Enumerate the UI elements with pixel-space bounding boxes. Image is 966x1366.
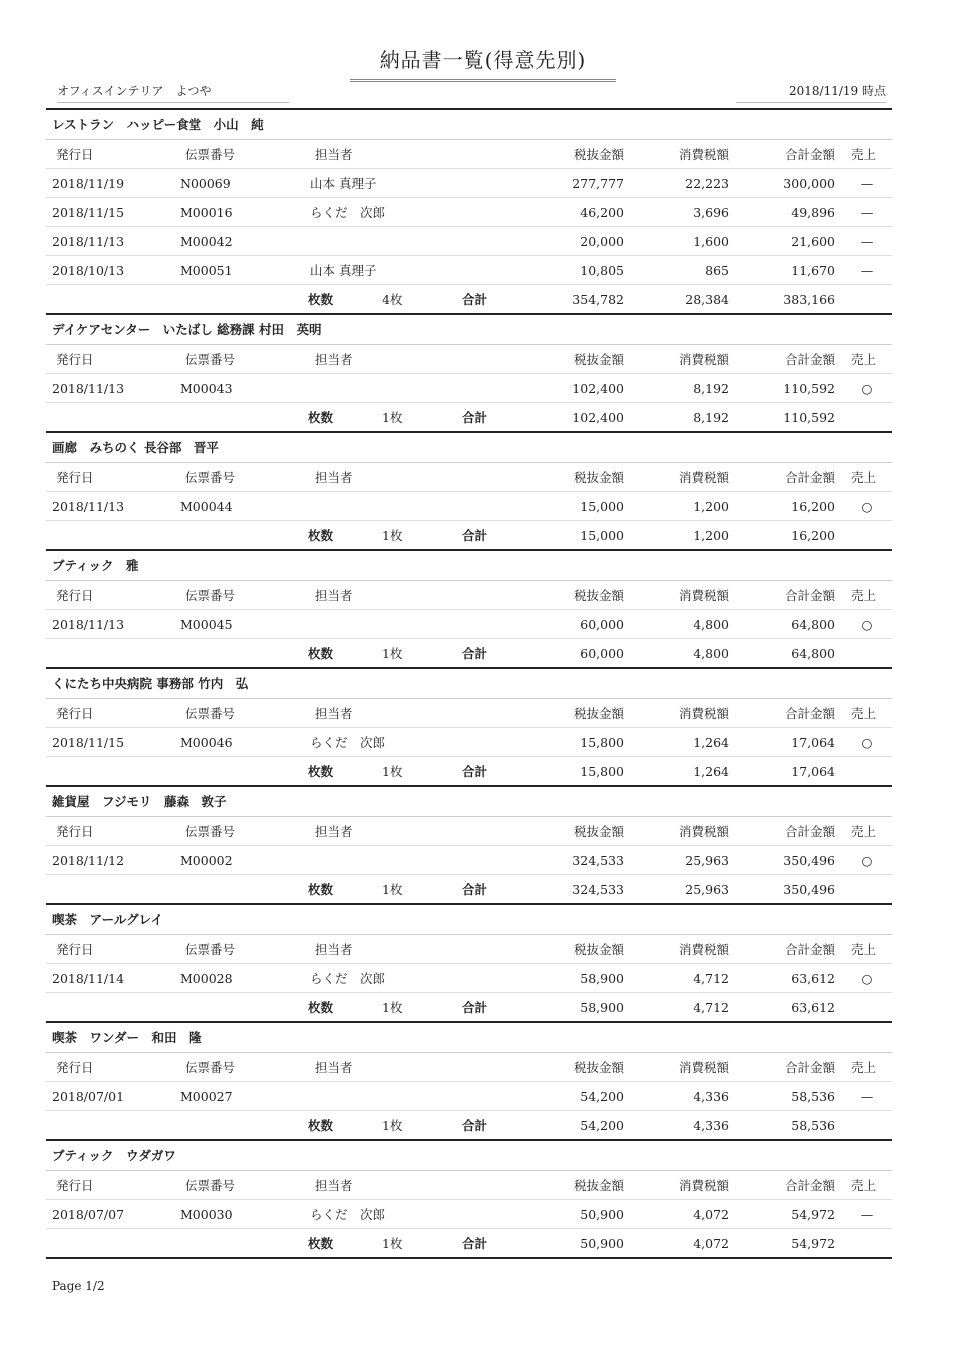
cell-tax: 1,264 xyxy=(693,735,729,750)
sum-subtotal: 324,533 xyxy=(572,882,624,897)
cell-sales: ○ xyxy=(861,853,873,868)
cell-total: 350,496 xyxy=(783,853,835,868)
cell-tax: 1,200 xyxy=(693,499,729,514)
table-row xyxy=(46,227,892,256)
column-header-staff: 担当者 xyxy=(315,147,353,162)
table-row xyxy=(46,256,892,285)
customer-name: 画廊 みちのく 長谷部 晋平 xyxy=(46,433,892,463)
count-label: 枚数 xyxy=(308,1118,334,1133)
title-area xyxy=(0,44,966,82)
cell-sales: — xyxy=(860,234,874,249)
column-header-staff: 担当者 xyxy=(315,352,353,367)
column-header-subtotal: 税抜金額 xyxy=(573,352,624,367)
total-label: 合計 xyxy=(462,764,488,779)
table-row xyxy=(46,492,892,521)
sum-tax: 1,200 xyxy=(693,528,729,543)
cell-staff: 山本 真理子 xyxy=(310,263,377,278)
sum-subtotal: 58,900 xyxy=(580,1000,624,1015)
cell-date: 2018/10/13 xyxy=(52,263,125,278)
cell-subtotal: 60,000 xyxy=(580,617,624,632)
table-row xyxy=(46,198,892,227)
column-header-sales: 売上 xyxy=(851,1178,877,1193)
cell-subtotal: 324,533 xyxy=(572,853,624,868)
cell-subtotal: 50,900 xyxy=(580,1207,624,1222)
customer-group xyxy=(46,110,892,315)
column-header-subtotal: 税抜金額 xyxy=(573,942,624,957)
customer-name: 喫茶 ワンダー 和田 隆 xyxy=(46,1023,892,1053)
cell-tax: 3,696 xyxy=(693,205,729,220)
cell-date: 2018/11/15 xyxy=(52,205,125,220)
column-header-slip: 伝票番号 xyxy=(185,352,236,367)
column-header-subtotal: 税抜金額 xyxy=(573,824,624,839)
column-header-total: 合計金額 xyxy=(784,147,835,162)
cell-tax: 4,712 xyxy=(693,971,729,986)
sum-tax: 4,712 xyxy=(693,1000,729,1015)
customer-group xyxy=(46,1141,892,1259)
cell-slip: M00051 xyxy=(180,263,233,278)
customer-name: デイケアセンター いたばし 総務課 村田 英明 xyxy=(46,315,892,345)
column-header-staff: 担当者 xyxy=(315,1178,353,1193)
cell-slip: M00028 xyxy=(180,971,233,986)
count-value: 1枚 xyxy=(382,1000,403,1015)
column-header-date: 発行日 xyxy=(56,352,94,367)
count-label: 枚数 xyxy=(308,292,334,307)
cell-total: 16,200 xyxy=(791,499,835,514)
column-header-tax: 消費税額 xyxy=(678,1060,729,1075)
total-label: 合計 xyxy=(462,1118,488,1133)
sum-tax: 4,336 xyxy=(693,1118,729,1133)
count-value: 1枚 xyxy=(382,410,403,425)
cell-staff: らくだ 次郎 xyxy=(310,205,386,220)
column-header-total: 合計金額 xyxy=(784,1178,835,1193)
column-header-subtotal: 税抜金額 xyxy=(573,147,624,162)
cell-total: 63,612 xyxy=(791,971,835,986)
sum-tax: 4,800 xyxy=(693,646,729,661)
column-header-tax: 消費税額 xyxy=(678,942,729,957)
column-header-staff: 担当者 xyxy=(315,942,353,957)
cell-tax: 25,963 xyxy=(685,853,729,868)
column-header-row xyxy=(46,699,892,728)
total-label: 合計 xyxy=(462,1000,488,1015)
sum-subtotal: 50,900 xyxy=(580,1236,624,1251)
count-label: 枚数 xyxy=(308,764,334,779)
column-header-tax: 消費税額 xyxy=(678,470,729,485)
count-label: 枚数 xyxy=(308,410,334,425)
cell-subtotal: 15,800 xyxy=(580,735,624,750)
customer-name: ブティック ウダガワ xyxy=(46,1141,892,1171)
table-row xyxy=(46,610,892,639)
cell-slip: M00045 xyxy=(180,617,233,632)
total-label: 合計 xyxy=(462,410,488,425)
column-header-sales: 売上 xyxy=(851,147,877,162)
cell-tax: 4,072 xyxy=(693,1207,729,1222)
sum-total: 110,592 xyxy=(783,410,835,425)
column-header-row xyxy=(46,1053,892,1082)
cell-sales: ○ xyxy=(861,381,873,396)
column-header-slip: 伝票番号 xyxy=(185,1178,236,1193)
count-value: 4枚 xyxy=(382,292,403,307)
count-value: 1枚 xyxy=(382,646,403,661)
cell-date: 2018/11/12 xyxy=(52,853,125,868)
count-value: 1枚 xyxy=(382,1118,403,1133)
cell-tax: 1,600 xyxy=(693,234,729,249)
cell-date: 2018/11/15 xyxy=(52,735,125,750)
sum-subtotal: 354,782 xyxy=(572,292,624,307)
column-header-row xyxy=(46,463,892,492)
count-label: 枚数 xyxy=(308,882,334,897)
column-header-date: 発行日 xyxy=(56,1178,94,1193)
column-header-tax: 消費税額 xyxy=(678,147,729,162)
column-header-date: 発行日 xyxy=(56,147,94,162)
delivery-list xyxy=(46,108,892,1259)
cell-staff: 山本 真理子 xyxy=(310,176,377,191)
cell-total: 11,670 xyxy=(791,263,835,278)
column-header-date: 発行日 xyxy=(56,1060,94,1075)
column-header-total: 合計金額 xyxy=(784,588,835,603)
column-header-total: 合計金額 xyxy=(784,706,835,721)
column-header-tax: 消費税額 xyxy=(678,352,729,367)
sum-tax: 25,963 xyxy=(685,882,729,897)
table-row xyxy=(46,964,892,993)
column-header-row xyxy=(46,140,892,169)
cell-subtotal: 277,777 xyxy=(572,176,624,191)
column-header-slip: 伝票番号 xyxy=(185,147,236,162)
column-header-subtotal: 税抜金額 xyxy=(573,706,624,721)
cell-total: 49,896 xyxy=(791,205,835,220)
column-header-row xyxy=(46,935,892,964)
summary-row xyxy=(46,285,892,313)
cell-subtotal: 15,000 xyxy=(580,499,624,514)
summary-row xyxy=(46,521,892,549)
sum-subtotal: 102,400 xyxy=(572,410,624,425)
column-header-sales: 売上 xyxy=(851,470,877,485)
company-name: オフィスインテリア よつや xyxy=(57,82,289,103)
column-header-slip: 伝票番号 xyxy=(185,588,236,603)
cell-slip: M00016 xyxy=(180,205,233,220)
table-row xyxy=(46,374,892,403)
column-header-subtotal: 税抜金額 xyxy=(573,1060,624,1075)
cell-date: 2018/11/13 xyxy=(52,234,125,249)
page-title: 納品書一覧(得意先別) xyxy=(350,44,617,82)
customer-name: くにたち中央病院 事務部 竹内 弘 xyxy=(46,669,892,699)
cell-total: 300,000 xyxy=(783,176,835,191)
customer-group xyxy=(46,315,892,433)
sum-subtotal: 15,800 xyxy=(580,764,624,779)
column-header-total: 合計金額 xyxy=(784,824,835,839)
customer-name: 喫茶 アールグレイ xyxy=(46,905,892,935)
sum-tax: 4,072 xyxy=(693,1236,729,1251)
column-header-staff: 担当者 xyxy=(315,588,353,603)
column-header-sales: 売上 xyxy=(851,352,877,367)
column-header-sales: 売上 xyxy=(851,1060,877,1075)
sum-total: 16,200 xyxy=(791,528,835,543)
cell-total: 58,536 xyxy=(791,1089,835,1104)
count-label: 枚数 xyxy=(308,528,334,543)
column-header-total: 合計金額 xyxy=(784,352,835,367)
column-header-tax: 消費税額 xyxy=(678,824,729,839)
customer-group xyxy=(46,669,892,787)
total-label: 合計 xyxy=(462,882,488,897)
cell-subtotal: 58,900 xyxy=(580,971,624,986)
cell-slip: M00043 xyxy=(180,381,233,396)
cell-tax: 22,223 xyxy=(685,176,729,191)
cell-total: 64,800 xyxy=(791,617,835,632)
cell-slip: M00002 xyxy=(180,853,233,868)
cell-subtotal: 102,400 xyxy=(572,381,624,396)
cell-sales: ○ xyxy=(861,971,873,986)
cell-sales: — xyxy=(860,205,874,220)
cell-sales: ○ xyxy=(861,617,873,632)
column-header-date: 発行日 xyxy=(56,470,94,485)
sum-subtotal: 15,000 xyxy=(580,528,624,543)
customer-group xyxy=(46,1023,892,1141)
cell-date: 2018/07/07 xyxy=(52,1207,125,1222)
column-header-date: 発行日 xyxy=(56,588,94,603)
count-label: 枚数 xyxy=(308,1000,334,1015)
column-header-slip: 伝票番号 xyxy=(185,1060,236,1075)
count-value: 1枚 xyxy=(382,528,403,543)
cell-sales: — xyxy=(860,1207,874,1222)
cell-total: 17,064 xyxy=(791,735,835,750)
column-header-row xyxy=(46,581,892,610)
page-number: Page 1/2 xyxy=(52,1279,105,1293)
summary-row xyxy=(46,757,892,785)
cell-slip: N00069 xyxy=(180,176,231,191)
sum-tax: 28,384 xyxy=(685,292,729,307)
column-header-subtotal: 税抜金額 xyxy=(573,588,624,603)
column-header-subtotal: 税抜金額 xyxy=(573,1178,624,1193)
cell-subtotal: 10,805 xyxy=(580,263,624,278)
total-label: 合計 xyxy=(462,1236,488,1251)
cell-total: 54,972 xyxy=(791,1207,835,1222)
customer-name: ブティック 雅 xyxy=(46,551,892,581)
count-value: 1枚 xyxy=(382,1236,403,1251)
sum-total: 58,536 xyxy=(791,1118,835,1133)
summary-row xyxy=(46,993,892,1021)
cell-date: 2018/11/19 xyxy=(52,176,125,191)
cell-total: 21,600 xyxy=(791,234,835,249)
summary-row xyxy=(46,875,892,903)
cell-date: 2018/11/14 xyxy=(52,971,125,986)
total-label: 合計 xyxy=(462,292,488,307)
summary-row xyxy=(46,403,892,431)
column-header-row xyxy=(46,1171,892,1200)
sum-total: 64,800 xyxy=(791,646,835,661)
sum-tax: 8,192 xyxy=(693,410,729,425)
as-of-date: 2018/11/19 時点 xyxy=(736,82,886,103)
column-header-date: 発行日 xyxy=(56,824,94,839)
cell-slip: M00027 xyxy=(180,1089,233,1104)
cell-tax: 4,336 xyxy=(693,1089,729,1104)
cell-sales: — xyxy=(860,176,874,191)
column-header-sales: 売上 xyxy=(851,824,877,839)
cell-tax: 4,800 xyxy=(693,617,729,632)
column-header-tax: 消費税額 xyxy=(678,588,729,603)
column-header-tax: 消費税額 xyxy=(678,706,729,721)
cell-total: 110,592 xyxy=(783,381,835,396)
cell-staff: らくだ 次郎 xyxy=(310,1207,386,1222)
column-header-subtotal: 税抜金額 xyxy=(573,470,624,485)
table-row xyxy=(46,728,892,757)
sum-total: 63,612 xyxy=(791,1000,835,1015)
column-header-row xyxy=(46,345,892,374)
column-header-row xyxy=(46,817,892,846)
customer-group xyxy=(46,905,892,1023)
cell-sales: — xyxy=(860,263,874,278)
cell-subtotal: 46,200 xyxy=(580,205,624,220)
cell-subtotal: 54,200 xyxy=(580,1089,624,1104)
column-header-sales: 売上 xyxy=(851,588,877,603)
count-label: 枚数 xyxy=(308,1236,334,1251)
total-label: 合計 xyxy=(462,646,488,661)
cell-sales: ○ xyxy=(861,499,873,514)
cell-sales: — xyxy=(860,1089,874,1104)
table-row xyxy=(46,846,892,875)
table-row xyxy=(46,169,892,198)
total-label: 合計 xyxy=(462,528,488,543)
customer-group xyxy=(46,551,892,669)
column-header-date: 発行日 xyxy=(56,942,94,957)
cell-slip: M00046 xyxy=(180,735,233,750)
column-header-sales: 売上 xyxy=(851,706,877,721)
cell-staff: らくだ 次郎 xyxy=(310,735,386,750)
customer-name: レストラン ハッピー食堂 小山 純 xyxy=(46,110,892,140)
sum-subtotal: 60,000 xyxy=(580,646,624,661)
table-row xyxy=(46,1200,892,1229)
cell-tax: 8,192 xyxy=(693,381,729,396)
sum-tax: 1,264 xyxy=(693,764,729,779)
customer-name: 雑貨屋 フジモリ 藤森 敦子 xyxy=(46,787,892,817)
customer-group xyxy=(46,787,892,905)
cell-slip: M00044 xyxy=(180,499,233,514)
column-header-total: 合計金額 xyxy=(784,1060,835,1075)
column-header-staff: 担当者 xyxy=(315,470,353,485)
count-label: 枚数 xyxy=(308,646,334,661)
sum-total: 383,166 xyxy=(783,292,835,307)
summary-row xyxy=(46,639,892,667)
column-header-total: 合計金額 xyxy=(784,470,835,485)
summary-row xyxy=(46,1111,892,1139)
sum-total: 350,496 xyxy=(783,882,835,897)
column-header-staff: 担当者 xyxy=(315,824,353,839)
sum-total: 17,064 xyxy=(791,764,835,779)
cell-subtotal: 20,000 xyxy=(580,234,624,249)
count-value: 1枚 xyxy=(382,764,403,779)
column-header-slip: 伝票番号 xyxy=(185,942,236,957)
column-header-staff: 担当者 xyxy=(315,1060,353,1075)
column-header-tax: 消費税額 xyxy=(678,1178,729,1193)
customer-group xyxy=(46,433,892,551)
column-header-slip: 伝票番号 xyxy=(185,706,236,721)
cell-date: 2018/11/13 xyxy=(52,499,125,514)
column-header-slip: 伝票番号 xyxy=(185,470,236,485)
table-row xyxy=(46,1082,892,1111)
cell-date: 2018/07/01 xyxy=(52,1089,125,1104)
column-header-staff: 担当者 xyxy=(315,706,353,721)
column-header-slip: 伝票番号 xyxy=(185,824,236,839)
sum-total: 54,972 xyxy=(791,1236,835,1251)
cell-tax: 865 xyxy=(705,263,729,278)
cell-date: 2018/11/13 xyxy=(52,617,125,632)
summary-row xyxy=(46,1229,892,1257)
count-value: 1枚 xyxy=(382,882,403,897)
column-header-total: 合計金額 xyxy=(784,942,835,957)
cell-sales: ○ xyxy=(861,735,873,750)
column-header-date: 発行日 xyxy=(56,706,94,721)
cell-staff: らくだ 次郎 xyxy=(310,971,386,986)
cell-slip: M00030 xyxy=(180,1207,233,1222)
cell-date: 2018/11/13 xyxy=(52,381,125,396)
cell-slip: M00042 xyxy=(180,234,233,249)
column-header-sales: 売上 xyxy=(851,942,877,957)
sum-subtotal: 54,200 xyxy=(580,1118,624,1133)
